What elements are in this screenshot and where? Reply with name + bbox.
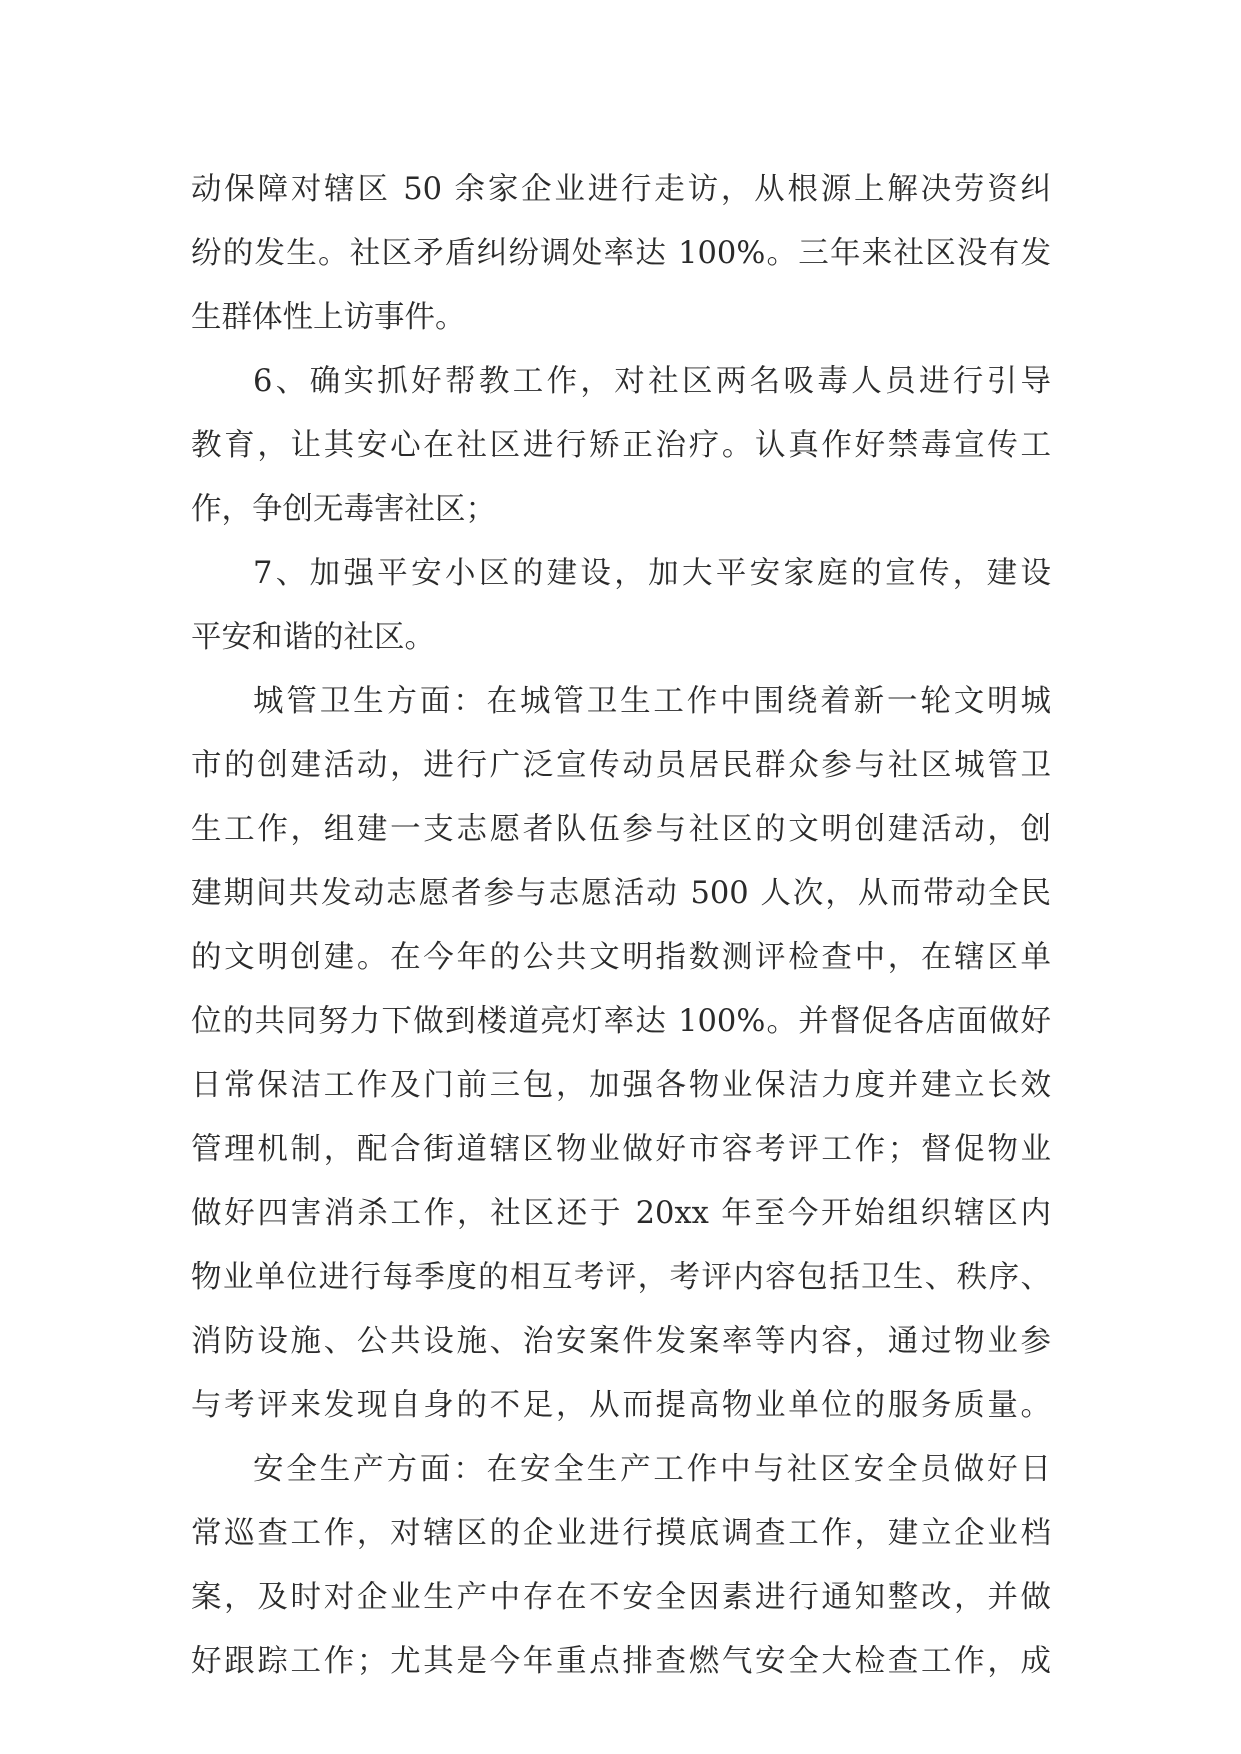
text-line: 常巡查工作，对辖区的企业进行摸底调查工作，建立企业档 bbox=[191, 1516, 1051, 1551]
text-line: 好跟踪工作；尤其是今年重点排查燃气安全大检查工作，成 bbox=[191, 1644, 1051, 1679]
text-line: 生群体性上访事件。 bbox=[191, 300, 466, 335]
text-line: 6、确实抓好帮教工作，对社区两名吸毒人员进行引导 bbox=[253, 364, 1051, 399]
text-line: 物业单位进行每季度的相互考评，考评内容包括卫生、秩序、 bbox=[191, 1260, 1051, 1295]
text-line: 作，争创无毒害社区； bbox=[191, 492, 496, 527]
text-line: 与考评来发现自身的不足，从而提高物业单位的服务质量。 bbox=[191, 1388, 1051, 1423]
body-text bbox=[191, 158, 1051, 1694]
text-line: 7、加强平安小区的建设，加大平安家庭的宣传，建设 bbox=[253, 556, 1051, 591]
text-line: 管理机制，配合街道辖区物业做好市容考评工作；督促物业 bbox=[191, 1132, 1051, 1167]
text-line: 动保障对辖区 50 余家企业进行走访，从根源上解决劳资纠 bbox=[191, 172, 1051, 207]
text-line: 教育，让其安心在社区进行矫正治疗。认真作好禁毒宣传工 bbox=[191, 428, 1051, 463]
text-line: 平安和谐的社区。 bbox=[191, 620, 435, 655]
text-line: 做好四害消杀工作，社区还于 20xx 年至今开始组织辖区内 bbox=[191, 1196, 1051, 1231]
text-line: 生工作，组建一支志愿者队伍参与社区的文明创建活动，创 bbox=[191, 812, 1051, 847]
text-line: 建期间共发动志愿者参与志愿活动 500 人次，从而带动全民 bbox=[191, 876, 1051, 911]
text-line: 的文明创建。在今年的公共文明指数测评检查中，在辖区单 bbox=[191, 940, 1051, 975]
text-line: 位的共同努力下做到楼道亮灯率达 100%。并督促各店面做好 bbox=[191, 1004, 1051, 1039]
text-line: 日常保洁工作及门前三包，加强各物业保洁力度并建立长效 bbox=[191, 1068, 1051, 1103]
text-line: 案，及时对企业生产中存在不安全因素进行通知整改，并做 bbox=[191, 1580, 1051, 1615]
text-line: 城管卫生方面：在城管卫生工作中围绕着新一轮文明城 bbox=[253, 684, 1051, 719]
text-line: 纷的发生。社区矛盾纠纷调处率达 100%。三年来社区没有发 bbox=[191, 236, 1051, 271]
text-line: 消防设施、公共设施、治安案件发案率等内容，通过物业参 bbox=[191, 1324, 1051, 1359]
text-line: 安全生产方面：在安全生产工作中与社区安全员做好日 bbox=[253, 1452, 1051, 1487]
text-line: 市的创建活动，进行广泛宣传动员居民群众参与社区城管卫 bbox=[191, 748, 1051, 783]
